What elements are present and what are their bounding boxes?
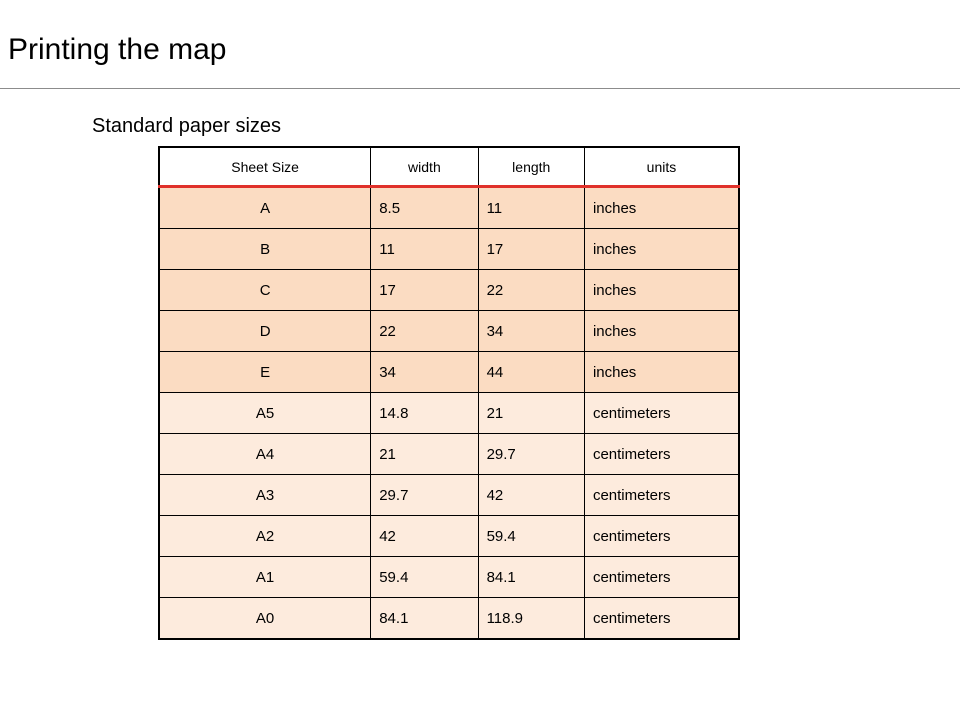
units-cell: inches xyxy=(584,187,739,229)
sheet-size-cell: A4 xyxy=(159,434,371,475)
length-cell: 44 xyxy=(478,352,584,393)
table-subtitle: Standard paper sizes xyxy=(92,115,282,137)
table-row xyxy=(159,352,739,393)
header-width: width xyxy=(371,147,478,187)
table-row xyxy=(159,187,739,229)
length-cell: 17 xyxy=(478,229,584,270)
length-cell: 42 xyxy=(478,475,584,516)
units-cell: centimeters xyxy=(584,598,739,640)
sheet-size-cell: D xyxy=(159,311,371,352)
units-cell: inches xyxy=(584,311,739,352)
units-cell: inches xyxy=(584,352,739,393)
sheet-size-cell: A0 xyxy=(159,598,371,640)
units-cell: inches xyxy=(584,270,739,311)
table-row xyxy=(159,598,739,640)
units-cell: centimeters xyxy=(584,393,739,434)
sheet-size-cell: C xyxy=(159,270,371,311)
slide-title: Printing the map xyxy=(8,33,227,66)
table-header-row xyxy=(159,147,739,187)
width-cell: 42 xyxy=(371,516,478,557)
length-cell: 34 xyxy=(478,311,584,352)
width-cell: 22 xyxy=(371,311,478,352)
length-cell: 11 xyxy=(478,187,584,229)
table-row xyxy=(159,270,739,311)
table-row xyxy=(159,434,739,475)
length-cell: 118.9 xyxy=(478,598,584,640)
table-row xyxy=(159,475,739,516)
sheet-size-cell: A1 xyxy=(159,557,371,598)
paper-sizes-table xyxy=(158,146,740,640)
header-length: length xyxy=(478,147,584,187)
header-units: units xyxy=(584,147,739,187)
width-cell: 84.1 xyxy=(371,598,478,640)
sheet-size-cell: E xyxy=(159,352,371,393)
units-cell: centimeters xyxy=(584,516,739,557)
sheet-size-cell: B xyxy=(159,229,371,270)
width-cell: 59.4 xyxy=(371,557,478,598)
width-cell: 21 xyxy=(371,434,478,475)
table-row xyxy=(159,516,739,557)
table-row xyxy=(159,557,739,598)
header-sheet-size: Sheet Size xyxy=(159,147,371,187)
table-row xyxy=(159,393,739,434)
sheet-size-cell: A xyxy=(159,187,371,229)
sheet-size-cell: A3 xyxy=(159,475,371,516)
length-cell: 29.7 xyxy=(478,434,584,475)
length-cell: 21 xyxy=(478,393,584,434)
width-cell: 11 xyxy=(371,229,478,270)
units-cell: centimeters xyxy=(584,475,739,516)
table-row xyxy=(159,229,739,270)
sheet-size-cell: A2 xyxy=(159,516,371,557)
title-divider xyxy=(0,88,960,89)
length-cell: 59.4 xyxy=(478,516,584,557)
width-cell: 17 xyxy=(371,270,478,311)
width-cell: 29.7 xyxy=(371,475,478,516)
width-cell: 8.5 xyxy=(371,187,478,229)
units-cell: inches xyxy=(584,229,739,270)
length-cell: 22 xyxy=(478,270,584,311)
sheet-size-cell: A5 xyxy=(159,393,371,434)
units-cell: centimeters xyxy=(584,557,739,598)
width-cell: 14.8 xyxy=(371,393,478,434)
units-cell: centimeters xyxy=(584,434,739,475)
table-row xyxy=(159,311,739,352)
length-cell: 84.1 xyxy=(478,557,584,598)
table-body xyxy=(159,187,739,640)
width-cell: 34 xyxy=(371,352,478,393)
